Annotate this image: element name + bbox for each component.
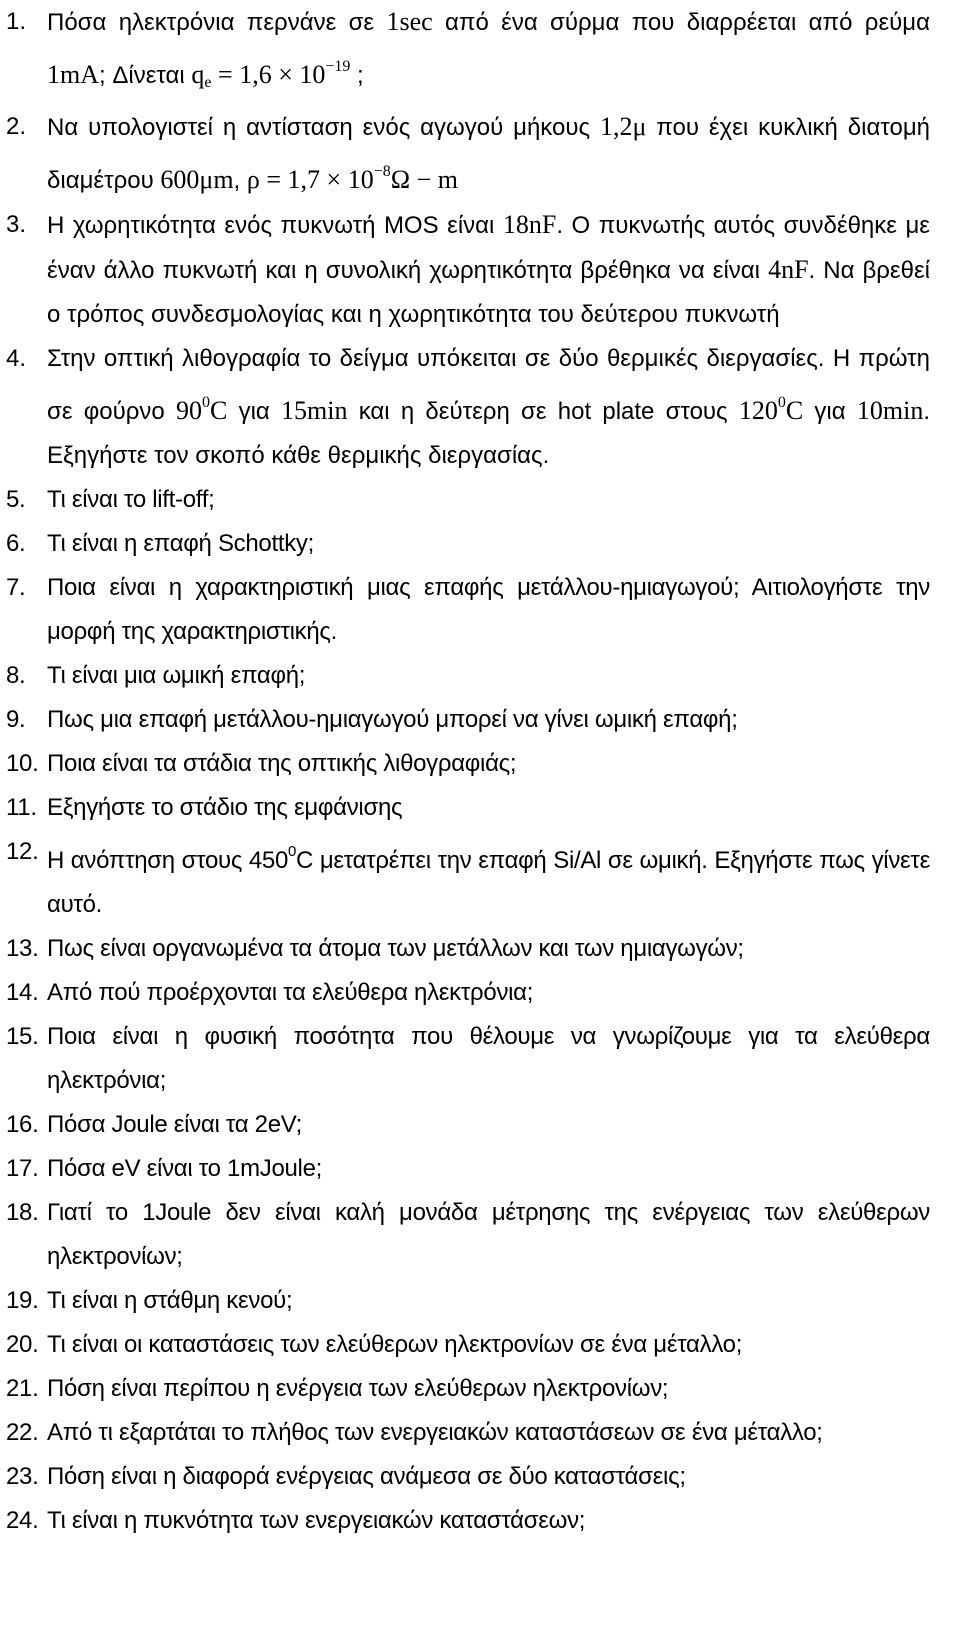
question-text: Τι είναι η στάθμη κενού; bbox=[47, 1287, 293, 1314]
question-text: που έχει κυκλική διατομή διαμέτρου bbox=[47, 114, 930, 194]
question-3 bbox=[0, 203, 930, 337]
question-17 bbox=[0, 1147, 930, 1191]
question-text: για bbox=[227, 398, 282, 425]
question-text: Πόσα ηλεκτρόνια περνάνε σε bbox=[47, 9, 387, 36]
question-number: 18. bbox=[6, 1199, 39, 1226]
question-21 bbox=[0, 1367, 930, 1411]
question-text: και η δεύτερη σε hot plate στους bbox=[347, 398, 739, 425]
question-number: 19. bbox=[6, 1287, 39, 1314]
question-text: . Εξηγήστε τον σκοπό κάθε θερμικής διεργασίας. bbox=[47, 398, 930, 469]
question-text: Γιατί το 1Joule δεν είναι καλή μονάδα μέτρησης της ενέργειας των ελεύθερων ηλεκτρονίων; bbox=[47, 1199, 930, 1270]
question-number: 5. bbox=[6, 486, 26, 513]
question-text: Πόση είναι η διαφορά ενέργειας ανάμεσα σε δύο καταστάσεις; bbox=[47, 1463, 686, 1490]
question-text: Πόσα Joule είναι τα 2eV; bbox=[47, 1111, 302, 1138]
question-24 bbox=[0, 1499, 930, 1543]
question-number: 3. bbox=[6, 211, 27, 238]
question-text: για bbox=[803, 398, 857, 425]
question-text: από ένα σύρμα που διαρρέεται από ρεύμα bbox=[432, 9, 930, 36]
question-text: Πόση είναι περίπου η ενέργεια των ελεύθερων ηλεκτρονίων; bbox=[47, 1375, 669, 1402]
math-time: 1sec bbox=[386, 7, 433, 36]
question-text: ; Δίνεται bbox=[99, 62, 192, 89]
question-10 bbox=[0, 742, 930, 786]
question-number: 22. bbox=[6, 1419, 39, 1446]
question-23 bbox=[0, 1455, 930, 1499]
math-capacitance-2: 4nF bbox=[768, 255, 809, 284]
math-charge: $q_e = 1,6 \times 10^{-19}$ bbox=[191, 58, 351, 91]
question-22 bbox=[0, 1411, 930, 1455]
question-5 bbox=[0, 478, 930, 522]
question-text: Η χωρητικότητα ενός πυκνωτή MOS είναι bbox=[47, 212, 503, 239]
question-12 bbox=[0, 830, 930, 927]
question-text: Να υπολογιστεί η αντίσταση ενός αγωγού μήκους bbox=[47, 114, 600, 141]
question-13 bbox=[0, 927, 930, 971]
question-text: Ποια είναι η χαρακτηριστική μιας επαφής μετάλλου-ημιαγωγού; Αιτιολογήστε την μορφή της χαρακτηριστικής. bbox=[47, 574, 930, 645]
question-number: 1. bbox=[6, 8, 27, 35]
question-1 bbox=[0, 0, 930, 105]
question-number: 14. bbox=[6, 979, 39, 1006]
question-text: Πως είναι οργανωμένα τα άτομα των μετάλλων και των ημιαγωγών; bbox=[47, 935, 744, 962]
question-text: Στην οπτική λιθογραφία το δείγμα υπόκειται σε δύο θερμικές διεργασίες. Η πρώτη σε φούρνο bbox=[47, 345, 930, 425]
math-capacitance-1: 18nF bbox=[502, 210, 557, 239]
math-length: 1,2μ bbox=[599, 112, 647, 141]
question-15 bbox=[0, 1015, 930, 1103]
math-resistivity: $\rho = 1,7 \times 10^{-8}\Omega - m$ bbox=[246, 163, 458, 194]
question-text: Από πού προέρχονται τα ελεύθερα ηλεκτρόνια; bbox=[47, 979, 534, 1006]
question-14 bbox=[0, 971, 930, 1015]
math-temperature-2: $120^0C$ bbox=[738, 394, 804, 425]
question-text: Τι είναι η πυκνότητα των ενεργειακών καταστάσεων; bbox=[47, 1507, 586, 1534]
math-current: 1mA bbox=[47, 60, 99, 89]
question-text: Τι είναι οι καταστάσεις των ελεύθερων ηλεκτρονίων σε ένα μέταλλο; bbox=[47, 1331, 743, 1358]
question-text: Πως μια επαφή μετάλλου-ημιαγωγού μπορεί να γίνει ωμική επαφή; bbox=[47, 706, 738, 733]
question-19 bbox=[0, 1279, 930, 1323]
question-6 bbox=[0, 522, 930, 566]
question-number: 24. bbox=[6, 1507, 39, 1534]
question-18 bbox=[0, 1191, 930, 1279]
question-number: 17. bbox=[6, 1155, 39, 1182]
question-7 bbox=[0, 566, 930, 654]
question-text: Τι είναι η επαφή Schottky; bbox=[47, 530, 314, 557]
question-text: ; bbox=[350, 62, 364, 89]
question-text: Η ανόπτηση στους 450 bbox=[47, 847, 288, 874]
question-number: 13. bbox=[6, 935, 39, 962]
question-text: , bbox=[233, 167, 247, 194]
question-8 bbox=[0, 654, 930, 698]
question-16 bbox=[0, 1103, 930, 1147]
question-number: 2. bbox=[6, 113, 27, 140]
question-text: Εξηγήστε το στάδιο της εμφάνισης bbox=[47, 794, 403, 821]
question-20 bbox=[0, 1323, 930, 1367]
question-number: 15. bbox=[6, 1023, 39, 1050]
question-number: 23. bbox=[6, 1463, 39, 1490]
math-duration-2: 10min bbox=[856, 396, 924, 425]
question-text: . Να βρεθεί ο τρόπος συνδεσμολογίας και η χωρητικότητα του δεύτερου πυκνωτή bbox=[47, 257, 931, 328]
question-4 bbox=[0, 337, 930, 478]
question-text: Τι είναι το lift-off; bbox=[47, 486, 215, 513]
question-number: 6. bbox=[6, 530, 26, 557]
question-text: Ποια είναι η φυσική ποσότητα που θέλουμε να γνωρίζουμε για τα ελεύθερα ηλεκτρόνια; bbox=[47, 1023, 930, 1094]
question-text: Ποια είναι τα στάδια της οπτικής λιθογραφιάς; bbox=[47, 750, 517, 777]
math-diameter: 600μm bbox=[160, 165, 234, 194]
question-number: 10. bbox=[6, 750, 39, 777]
question-number: 8. bbox=[6, 662, 26, 689]
math-temperature-1: $90^0C$ bbox=[176, 394, 228, 425]
question-number: 4. bbox=[6, 345, 27, 372]
degree-superscript: 0 bbox=[288, 843, 297, 860]
question-number: 9. bbox=[6, 706, 26, 733]
math-duration-1: 15min bbox=[281, 396, 348, 425]
question-number: 20. bbox=[6, 1331, 39, 1358]
question-number: 16. bbox=[6, 1111, 39, 1138]
question-number: 7. bbox=[6, 574, 26, 601]
question-9 bbox=[0, 698, 930, 742]
question-number: 12. bbox=[6, 838, 39, 865]
question-11 bbox=[0, 786, 930, 830]
question-number: 11. bbox=[6, 794, 37, 821]
question-number: 21. bbox=[6, 1375, 39, 1402]
question-text: Από τι εξαρτάται το πλήθος των ενεργειακών καταστάσεων σε ένα μέταλλο; bbox=[47, 1419, 823, 1446]
question-text: Τι είναι μια ωμική επαφή; bbox=[47, 662, 306, 689]
question-text: . Ο πυκνωτής αυτός συνδέθηκε με έναν άλλο πυκνωτή και η συνολική χωρητικότητα βρέθηκα να είναι bbox=[47, 212, 930, 284]
question-text: C μετατρέπει την επαφή Si/Al σε ωμική. Εξηγήστε πως γίνετε αυτό. bbox=[47, 847, 930, 918]
question-2 bbox=[0, 105, 930, 203]
question-text: Πόσα eV είναι το 1mJoule; bbox=[47, 1155, 323, 1182]
